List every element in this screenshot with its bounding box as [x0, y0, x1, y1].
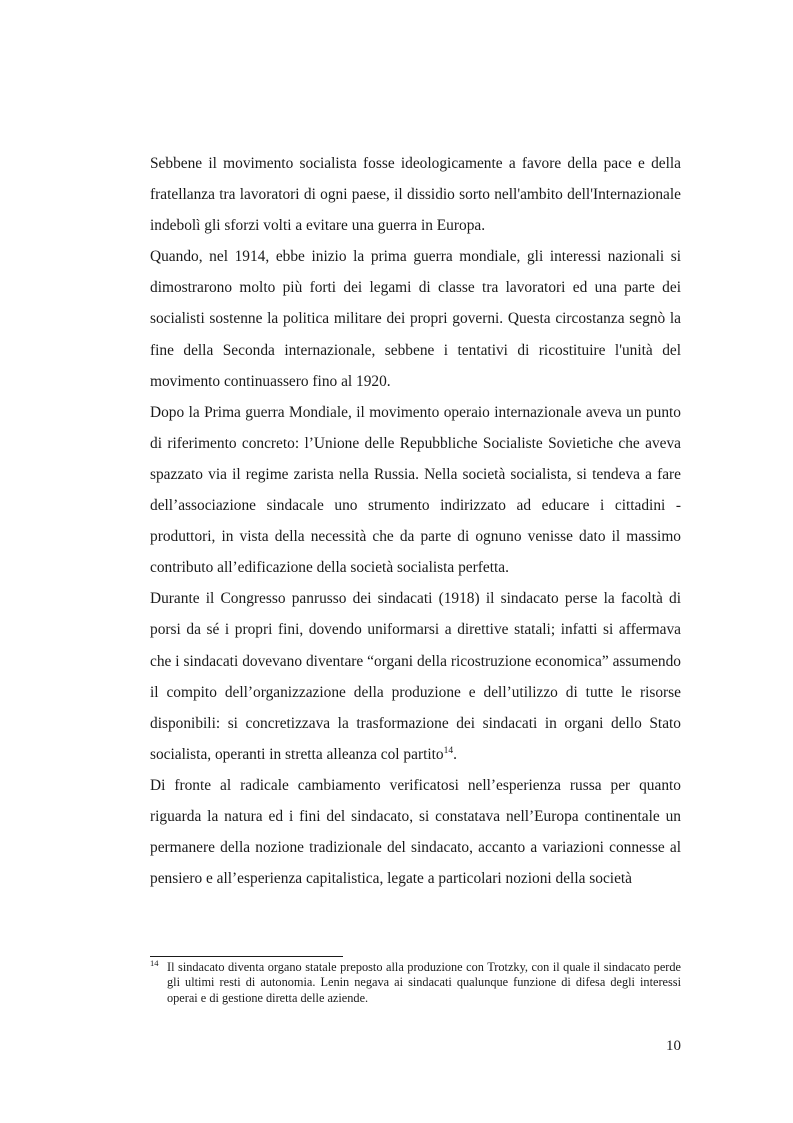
paragraph-4-text: Durante il Congresso panrusso dei sindacati (1918) il sindacato perse la facoltà di porsi da sé i propri fini, dovendo uniformarsi a direttive statali; infatti si affermava che i sindacati dovevano diventare “organi della ricostruzione economica” assumendo il compito dell’organizzazione della produzione e dell’utilizzo di tutte le risorse disponibili: si concretizzava la trasformazione dei sindacati in organi dello Stato socialista, operanti in stretta alleanza col partito: [150, 590, 681, 763]
footnote-number: 14: [150, 958, 159, 968]
footnote-reference[interactable]: 14: [443, 745, 454, 756]
footnote-separator: [150, 956, 343, 957]
paragraph-4: [150, 583, 681, 770]
paragraph-1: Sebbene il movimento socialista fosse ideologicamente a favore della pace e della fratellanza tra lavoratori di ogni paese, il dissidio sorto nell'ambito dell'Internazionale indebolì gli sforzi volti a evitare una guerra in Europa.: [150, 155, 681, 235]
page-number: 10: [666, 1038, 681, 1054]
footnote: [150, 960, 681, 1006]
footnote-text: Il sindacato diventa organo statale preposto alla produzione con Trotzky, con il quale il sindacato perde gli ultimi resti di autonomia. Lenin negava ai sindacati qualunque funzione di difesa degli interessi operai e di gestione diretta delle aziende.: [167, 960, 681, 1005]
paragraph-3: Dopo la Prima guerra Mondiale, il movimento operaio internazionale aveva un punto di riferimento concreto: l’Unione delle Repubbliche Socialiste Sovietiche che aveva spazzato via il regime zarista nella Russia. Nella società socialista, si tendeva a fare dell’associazione sindacale uno strumento indirizzato ad educare i cittadini - produttori, in vista della necessità che da parte di ognuno venisse dato il massimo contributo all’edificazione della società socialista perfetta.: [150, 403, 681, 577]
paragraph-5: Di fronte al radicale cambiamento verificatosi nell’esperienza russa per quanto riguarda la natura ed i fini del sindacato, si constatava nell’Europa continentale un permanere della nozione tradizionale del sindacato, accanto a variazioni connesse al pensiero e all’esperienza capitalistica, legate a particolari nozioni della società: [150, 776, 681, 888]
body-text: [150, 148, 681, 894]
paragraph-2: Quando, nel 1914, ebbe inizio la prima guerra mondiale, gli interessi nazionali si dimostrarono molto più forti dei legami di classe tra lavoratori ed una parte dei socialisti sostenne la politica militare dei propri governi. Questa circostanza segnò la fine della Seconda internazionale, sebbene i tentativi di ricostituire l'unità del movimento continuassero fino al 1920.: [150, 248, 681, 390]
paragraph-4-end: .: [453, 745, 457, 763]
